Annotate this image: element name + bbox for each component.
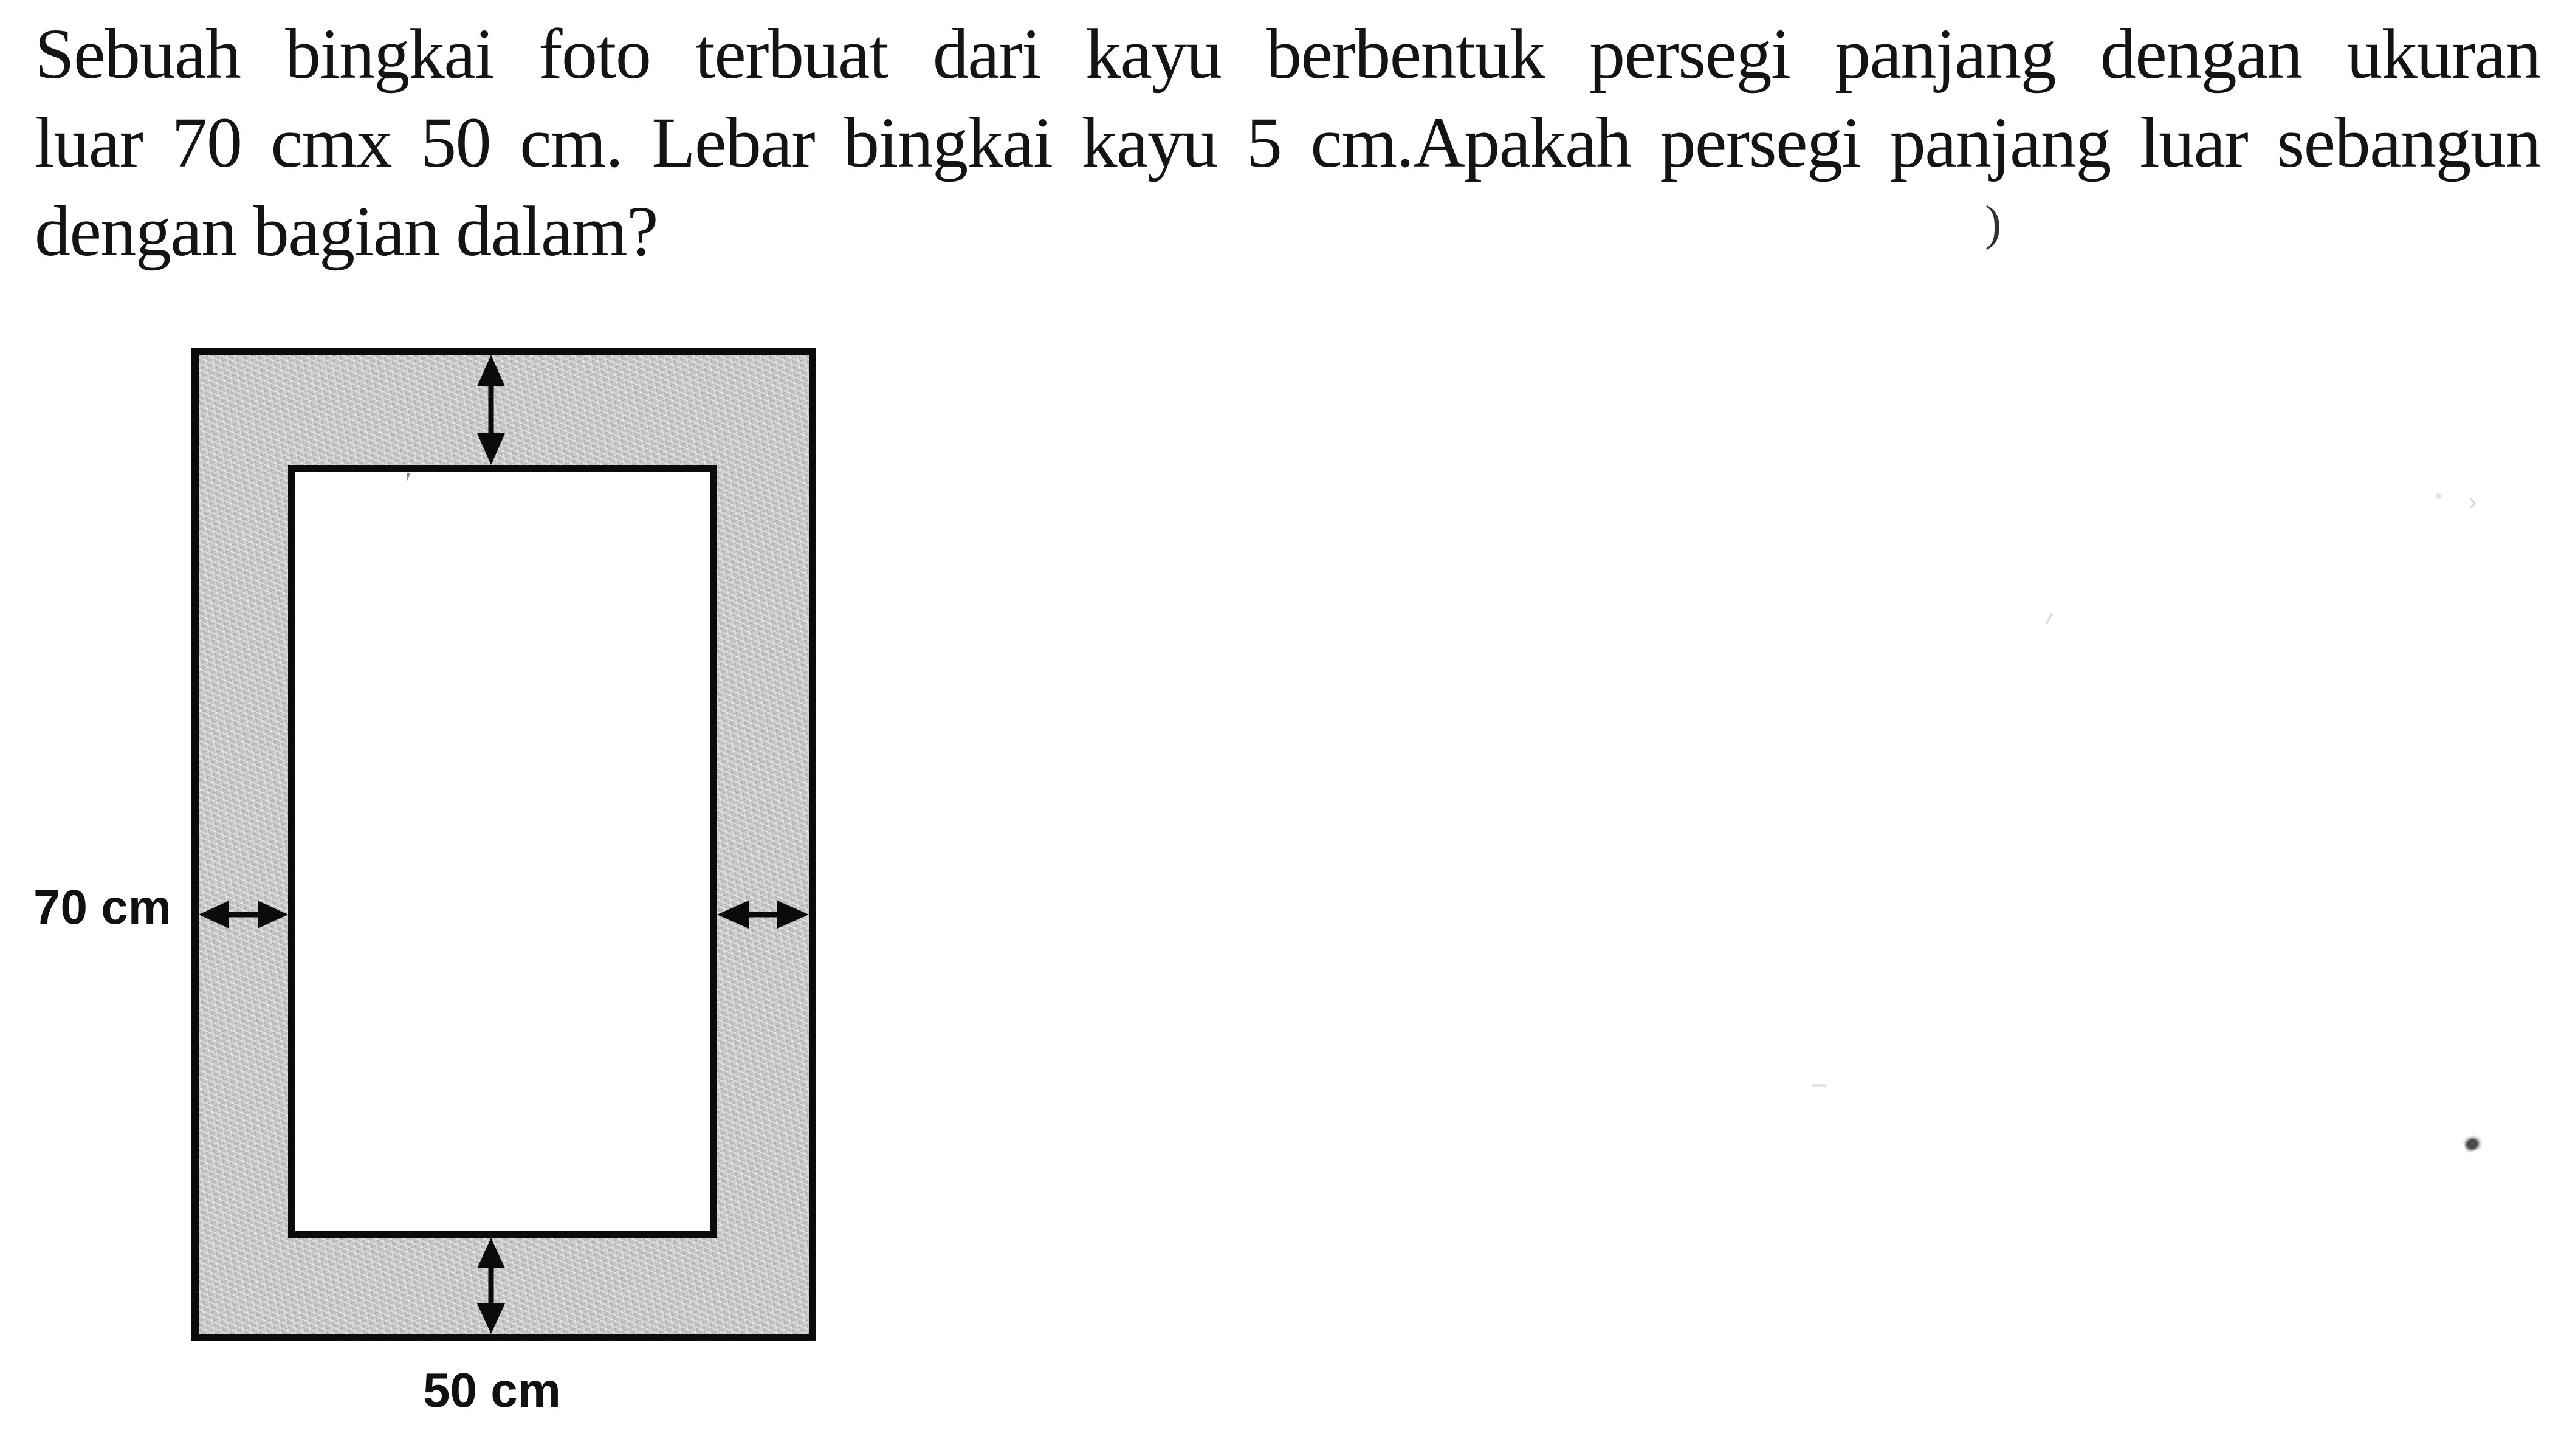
problem-line-2 xyxy=(35,98,2540,187)
word: 5 xyxy=(1246,103,1282,182)
word: kayu xyxy=(1081,103,1217,182)
word: persegi xyxy=(1589,14,1790,94)
word: persegi xyxy=(1660,103,1861,182)
word: bingkai xyxy=(844,103,1053,182)
word: 50 xyxy=(421,103,491,182)
frame-thickness-arrow-top-icon xyxy=(475,355,507,465)
problem-line-1 xyxy=(35,10,2540,98)
word: sebangun xyxy=(2277,103,2540,182)
scan-speck-blot xyxy=(2461,1133,2484,1154)
outer-width-label: 50 cm xyxy=(423,1363,561,1417)
frame-inner-rectangle xyxy=(288,465,717,1238)
scan-speck: ' xyxy=(400,465,413,501)
word: kayu xyxy=(1085,14,1222,94)
word: 70 xyxy=(171,103,242,182)
stray-parenthesis-mark: ) xyxy=(1985,195,2002,250)
word: ukuran xyxy=(2346,14,2540,94)
word: cm.Apakah xyxy=(1310,103,1631,182)
frame-thickness-arrow-bottom-icon xyxy=(475,1238,507,1334)
problem-statement xyxy=(35,10,2540,276)
scan-speck-chevron: › xyxy=(2469,489,2477,515)
outer-height-label: 70 cm xyxy=(33,880,171,934)
word: bingkai xyxy=(285,14,494,94)
word: dengan xyxy=(2100,14,2302,94)
word: cm. xyxy=(520,103,623,182)
frame-thickness-arrow-left-icon xyxy=(199,898,288,931)
word: luar xyxy=(2139,103,2248,182)
word: dari xyxy=(932,14,1041,94)
scan-speck-tick xyxy=(2046,613,2054,625)
word: foto xyxy=(538,14,651,94)
word: berbentuk xyxy=(1266,14,1545,94)
scan-speck-dash xyxy=(1812,1084,1826,1087)
word: terbuat xyxy=(695,14,888,94)
word: cmx xyxy=(270,103,392,182)
word: Sebuah xyxy=(35,14,241,94)
word: Lebar xyxy=(651,103,814,182)
word: panjang xyxy=(1889,103,2111,182)
problem-line-3-text: dengan bagian dalam? xyxy=(35,191,658,271)
frame-thickness-arrow-right-icon xyxy=(717,898,809,931)
word: panjang xyxy=(1835,14,2056,94)
problem-line-3 xyxy=(35,187,2540,276)
word: luar xyxy=(35,103,143,182)
scan-speck-dot xyxy=(2436,493,2441,499)
